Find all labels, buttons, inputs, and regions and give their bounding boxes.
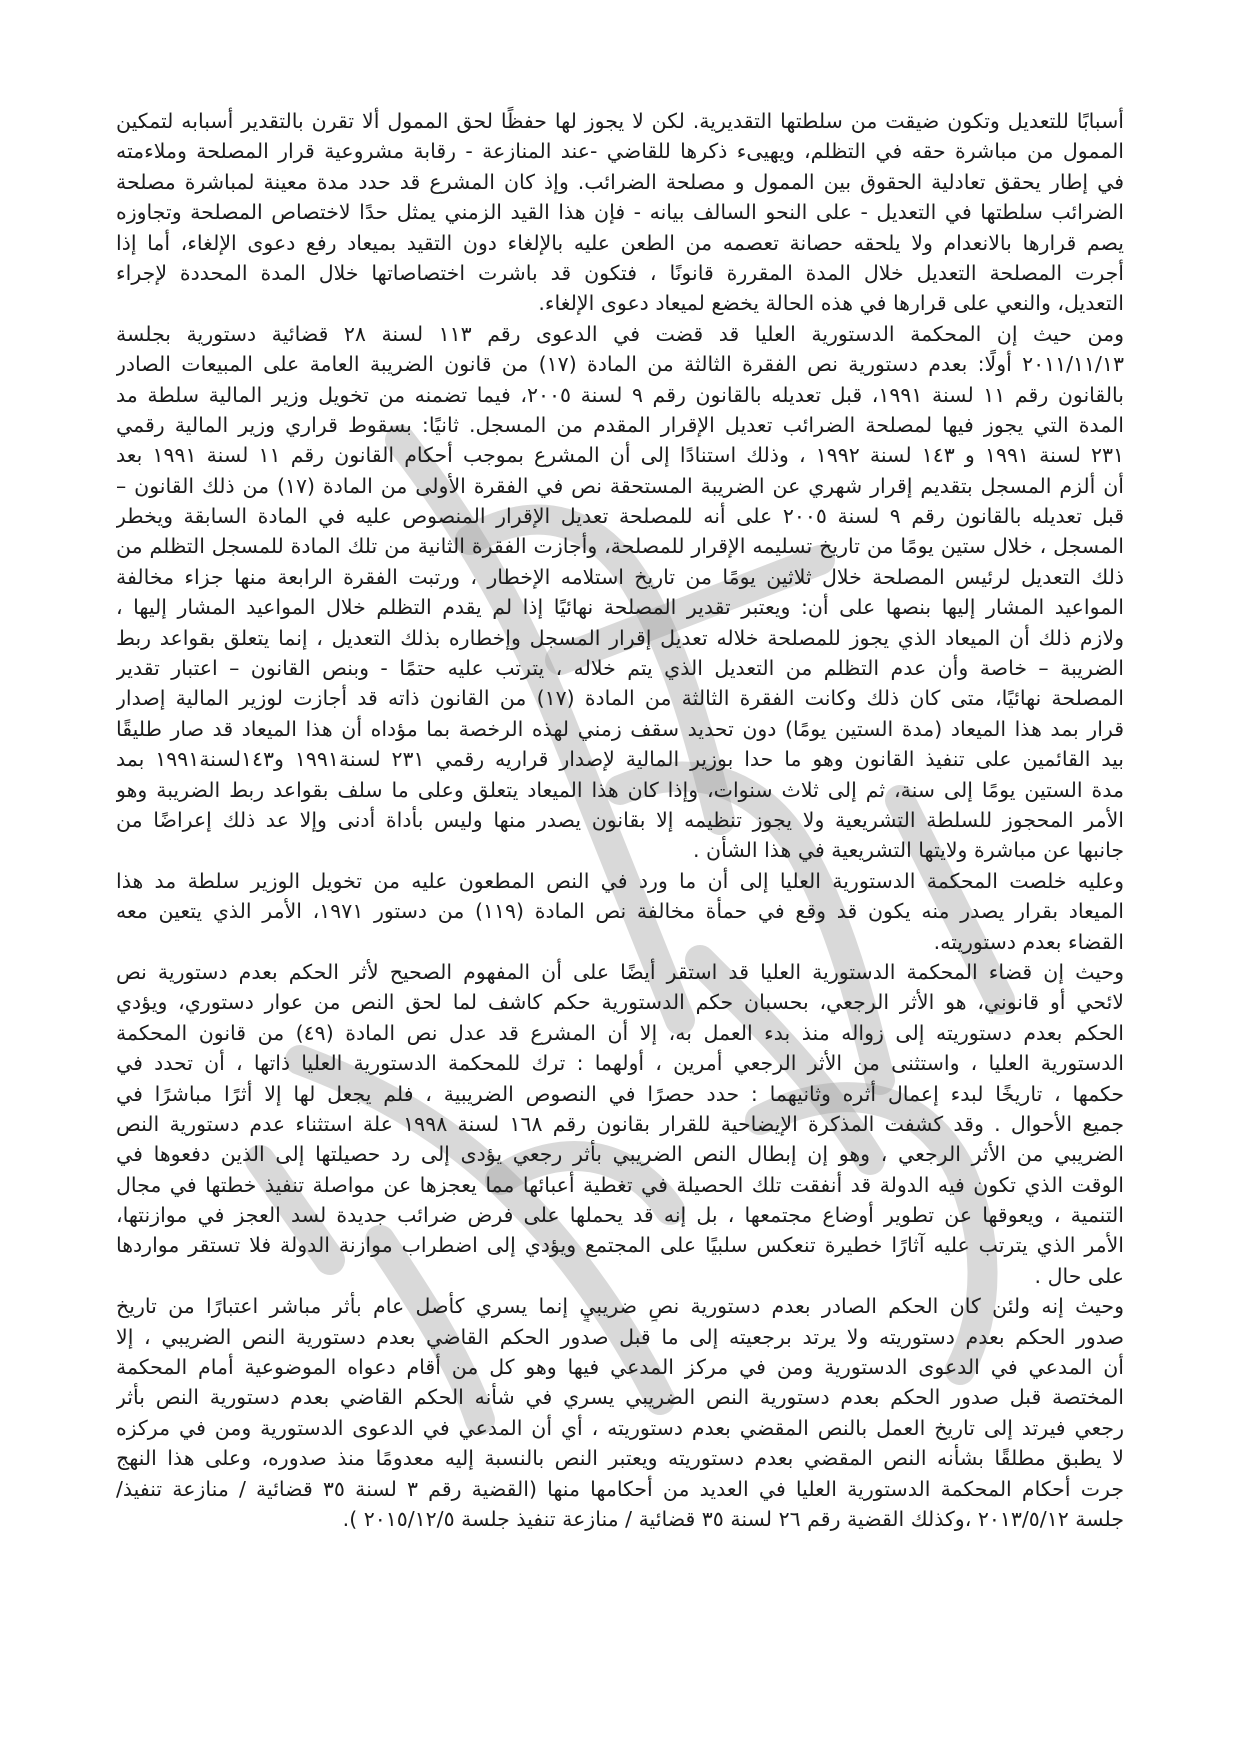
- text-line: رجعي فيرتد إلى تاريخ العمل بالنص المقضي بعدم دستوريته ، أي أن المدعي في الدعوى الدستورية ومن في مركزه: [116, 1415, 1124, 1440]
- paragraph-4: [116, 957, 1124, 1291]
- text-line: على حال .: [1034, 1263, 1124, 1288]
- text-line: الضريبة – خاصة وأن عدم التظلم من التعديل الذي يتم خلاله ، يترتب عليه حتمًا - وبنص القانون – اعتبار تقدير: [116, 656, 1124, 681]
- text-line: أجرت المصلحة التعديل خلال المدة المقررة قانونًا ، فتكون قد باشرت اختصاصاتها خلال المدة المحددة لإجراء: [116, 260, 1124, 285]
- text-line: الميعاد بقرار يصدر منه يكون قد وقع في حمأة مخالفة نص المادة (١١٩) من دستور ١٩٧١، الأمر الذي يتعين معه: [116, 899, 1124, 924]
- text-line: الضرائب سلطتها في التعديل - على النحو السالف بيانه - فإن هذا القيد الزمني يمثل حدًا لاختصاص المصلحة وتجاوزه: [116, 200, 1124, 225]
- paragraph-3: [116, 866, 1124, 957]
- text-line: أن ألزم المسجل بتقديم إقرار شهري عن الضريبة المستحقة نص في الفقرة الأولى من المادة (١٧) من ذلك القانون –: [116, 473, 1124, 498]
- text-line: جميع الأحوال . وقد كشفت المذكرة الإيضاحية للقرار بقانون رقم ١٦٨ لسنة ١٩٩٨ علة استثناء عدم دستورية النص: [116, 1111, 1124, 1136]
- text-line: جانبها عن مباشرة ولايتها التشريعية في هذا الشأن .: [693, 838, 1124, 863]
- text-line: جلسة ٢٠١٣/٥/١٢ ،وكذلك القضية رقم ٢٦ لسنة ٣٥ قضائية / منازعة تنفيذ جلسة ٢٠١٥/١٢/٥ ).: [342, 1506, 1124, 1531]
- text-line: التعديل، والنعي على قرارها في هذه الحالة يخضع لميعاد دعوى الإلغاء.: [538, 291, 1124, 316]
- text-line: بالقانون رقم ١١ لسنة ١٩٩١، قبل تعديله بالقانون رقم ٩ لسنة ٢٠٠٥، فيما تضمنه من تخويل وزير المالية سلطة مد: [116, 382, 1124, 407]
- text-line: الدستورية العليا ، واستثنى من الأثر الرجعي أمرين ، أولهما : ترك للمحكمة الدستورية العليا ذاتها ، أن تحدد في: [116, 1051, 1124, 1076]
- document-body: [116, 106, 1124, 1534]
- text-line: ذلك التعديل لرئيس المصلحة خلال ثلاثين يومًا من تاريخ استلامه الإخطار ، ورتبت الفقرة الرابعة منها جزاء مخالفة: [116, 564, 1124, 589]
- text-line: الأمر المحجوز للسلطة التشريعية ولا يجوز تنظيمه إلا بقانون يصدر منها وليس بأداة أدنى وإلا عد ذلك إعراضًا من: [116, 807, 1124, 832]
- text-line: قبل تعديله بالقانون رقم ٩ لسنة ٢٠٠٥ على أنه للمصلحة تعديل الإقرار المنصوص عليه في المادة السابقة ويخطر: [116, 504, 1124, 529]
- text-line: المسجل ، خلال ستين يومًا من تاريخ تسليمه الإقرار للمصلحة، وأجازت الفقرة الثانية من تلك المادة للمسجل التظلم من: [116, 534, 1124, 559]
- paragraph-1: [116, 106, 1124, 319]
- text-line: بيد القائمين على تنفيذ القانون وهو ما حدا بوزير المالية لإصدار قراريه رقمي ٢٣١ لسنة١٩٩١ و١٤٣لسنة١٩٩١ بمد: [116, 747, 1124, 772]
- text-line: المدة التي يجوز فيها لمصلحة الضرائب تعديل الإقرار المقدم من المسجل. ثانيًا: بسقوط قراري وزير المالية رقمي: [116, 412, 1124, 437]
- text-line: لا يطبق مطلقًا بشأنه النص المقضي بعدم دستوريته ويعتبر النص بالنسبة إليه معدومًا منذ صدوره، وعلى هذا النهج: [116, 1446, 1124, 1471]
- text-line: الضريبي من الأثر الرجعي ، وهو إن إبطال النص الضريبي بأثر رجعي يؤدى إلى رد حصيلتها إلى الذين دفعوها في: [116, 1142, 1124, 1167]
- text-line: الممول من مباشرة حقه في التظلم، ويهيىء ذكرها للقاضي -عند المنازعة - رقابة مشروعية قرار المصلحة وملاءمته: [116, 139, 1124, 164]
- text-line: المختصة قبل صدور الحكم بعدم دستورية النص الضريبي يسري في شأنه الحكم القاضي بعدم دستورية النص بأثر: [116, 1385, 1124, 1410]
- text-line: وحيث إنه ولئن كان الحكم الصادر بعدم دستورية نصٍ ضريبيٍ إنما يسري كأصل عام بأثر مباشر اعتبارًا من تاريخ: [116, 1294, 1124, 1319]
- text-line: وحيث إن قضاء المحكمة الدستورية العليا قد استقر أيضًا على أن المفهوم الصحيح لأثر الحكم بعدم دستورية نص: [116, 959, 1124, 984]
- text-line: أسبابًا للتعديل وتكون ضيقت من سلطتها التقديرية. لكن لا يجوز لها حفظًا لحق الممول ألا تقرن بالتقدير أسبابه لتمكين: [116, 109, 1124, 133]
- text-line: جرت أحكام المحكمة الدستورية العليا في العديد من أحكامها منها (القضية رقم ٣ لسنة ٣٥ قضائية / منازعة تنفيذ/: [116, 1476, 1124, 1501]
- paragraph-2: [116, 319, 1124, 866]
- text-line: الأمر الذي يترتب عليه آثارًا خطيرة تنعكس سلبيًا على المجتمع ويؤدي إلى اضطراب موازنة الدولة فلا تستقر مواردها: [116, 1233, 1124, 1258]
- text-line: أن المدعي في الدعوى الدستورية ومن في مركز المدعي فيها وهو كل من أقام دعواه الموضوعية أمام المحكمة: [116, 1355, 1124, 1380]
- text-line: ٢٠١١/١١/١٣ أولًا: بعدم دستورية نص الفقرة الثالثة من المادة (١٧) من قانون الضريبة العامة على المبيعات الصادر: [116, 352, 1124, 377]
- text-line: الوقت الذي تكون فيه الدولة قد أنفقت تلك الحصيلة في تغطية أعبائها مما يعجزها عن مواصلة تنفيذ خطتها في مجال: [116, 1172, 1124, 1197]
- text-line: قرار بمد هذا الميعاد (مدة الستين يومًا) دون تحديد سقف زمني لهذه الرخصة بما مؤداه أن هذا الميعاد قد صار طليقًا: [116, 716, 1124, 741]
- text-line: مدة الستين يومًا إلى سنة، ثم إلى ثلاث سنوات، وإذا كان هذا الميعاد يتعلق وعلى ما سلف بقواعد ربط الضريبة وهو: [116, 777, 1124, 802]
- text-line: صدور الحكم بعدم دستوريته ولا يرتد برجعيته إلى ما قبل صدور الحكم القاضي بعدم دستورية النص الضريبي ، إلا: [116, 1324, 1124, 1349]
- text-line: المواعيد المشار إليها بنصها على أن: ويعتبر تقدير المصلحة نهائيًا إذا لم يقدم التظلم خلال المواعيد المشار إليها ،: [116, 595, 1124, 620]
- text-line: القضاء بعدم دستوريته.: [933, 929, 1124, 954]
- text-line: ٢٣١ لسنة ١٩٩١ و ١٤٣ لسنة ١٩٩٢ ، وذلك استنادًا إلى أن المشرع بموجب أحكام القانون رقم ١١ لسنة ١٩٩١ بعد: [116, 443, 1124, 468]
- text-line: التنمية ، ويعوقها عن تطوير أوضاع مجتمعها ، بل إنه قد يحملها على فرض ضرائب جديدة لسد العجز في موازنتها،: [116, 1203, 1124, 1228]
- text-line: يصم قرارها بالانعدام ولا يلحقه حصانة تعصمه من الطعن عليه بالإلغاء دون التقيد بميعاد رفع دعوى الإلغاء، أما إذا: [116, 230, 1124, 255]
- text-line: الحكم بعدم دستوريته إلى زواله منذ بدء العمل به، إلا أن المشرع قد عدل نص المادة (٤٩) من قانون المحكمة: [116, 1020, 1124, 1045]
- text-line: وعليه خلصت المحكمة الدستورية العليا إلى أن ما ورد في النص المطعون عليه من تخويل الوزير سلطة مد هذا: [116, 868, 1124, 893]
- text-line: المصلحة نهائيًا، متى كان ذلك وكانت الفقرة الثالثة من المادة (١٧) من القانون ذاته قد أجازت لوزير المالية إصدار: [116, 686, 1124, 711]
- text-line: ومن حيث إن المحكمة الدستورية العليا قد قضت في الدعوى رقم ١١٣ لسنة ٢٨ قضائية دستورية بجلسة: [116, 321, 1124, 346]
- text-line: لائحي أو قانوني، هو الأثر الرجعي، بحسبان حكم الدستورية حكم كاشف لما لحق النص من عوار دستوري، ويؤدي: [116, 990, 1124, 1015]
- paragraph-5: [116, 1291, 1124, 1534]
- text-line: في إطار يحقق تعادلية الحقوق بين الممول و مصلحة الضرائب. وإذ كان المشرع قد حدد مدة معينة لمباشرة مصلحة: [116, 169, 1124, 194]
- text-line: حكمها ، تاريخًا لبدء إعمال أثره وثانيهما : حدد حصرًا في النصوص الضريبية ، فلم يجعل لها إلا أثرًا مباشرًا في: [116, 1081, 1124, 1106]
- text-line: ولازم ذلك أن الميعاد الذي يجوز للمصلحة خلاله تعديل إقرار المسجل وإخطاره بذلك التعديل ، إنما يتعلق بقواعد ربط: [116, 625, 1124, 650]
